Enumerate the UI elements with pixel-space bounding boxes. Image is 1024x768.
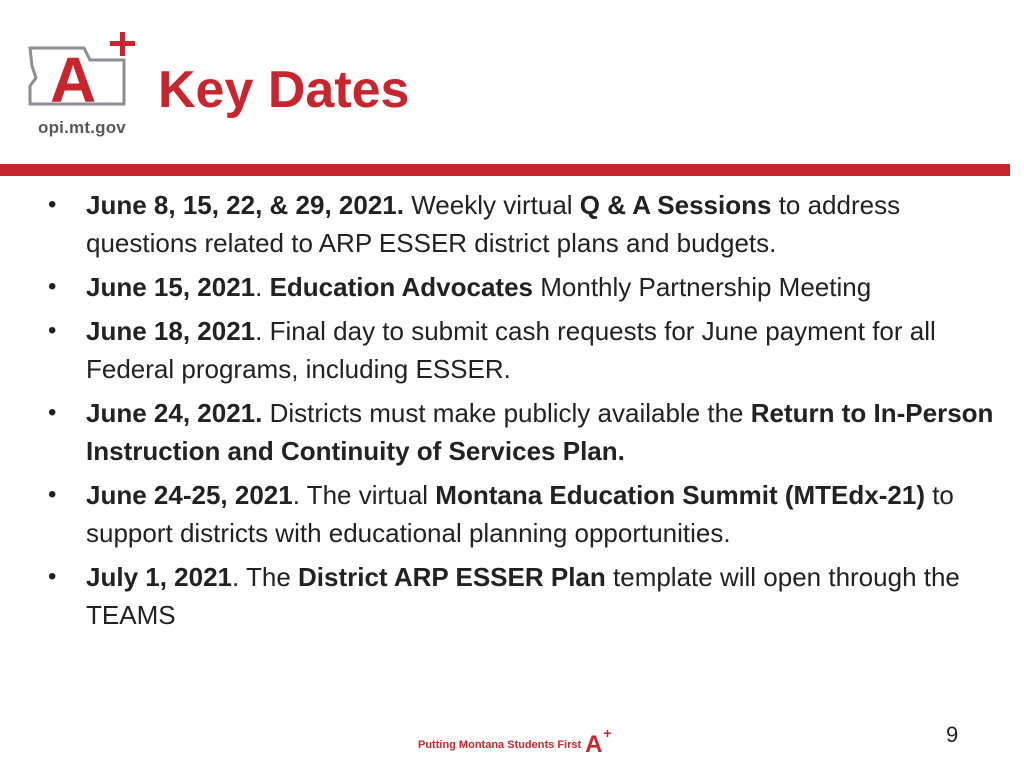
montana-a-plus-logo-icon bbox=[24, 26, 154, 126]
bullet-text: template will open through the TEAMS bbox=[86, 562, 960, 630]
bullet-bold-text: Q & A Sessions bbox=[579, 190, 772, 220]
bullet-text: to support districts with educational planning opportunities. bbox=[86, 480, 954, 548]
list-item bbox=[48, 558, 998, 634]
bullet-bold-text: Montana Education Summit (MTEdx-21) bbox=[435, 480, 925, 510]
bullet-text: . The virtual bbox=[292, 480, 436, 510]
page-title: Key Dates bbox=[158, 61, 410, 119]
page-number: 9 bbox=[946, 722, 959, 747]
title-divider bbox=[0, 164, 1010, 176]
bullet-bold-text: District ARP ESSER Plan bbox=[298, 562, 606, 592]
footer-branding bbox=[418, 725, 612, 760]
bullet-bold-text: June 8, 15, 22, & 29, 2021. bbox=[86, 190, 404, 220]
bullet-bold-text: Education Advocates bbox=[269, 272, 534, 302]
bullet-text: Monthly Partnership Meeting bbox=[533, 272, 872, 302]
bullet-text: Weekly virtual bbox=[403, 190, 580, 220]
bullet-icon: • bbox=[48, 273, 57, 300]
bullet-icon: • bbox=[48, 563, 57, 590]
bullet-text: to address questions related to ARP ESSER district plans and budgets. bbox=[86, 190, 901, 258]
opi-logo bbox=[24, 26, 154, 144]
bullet-bold-text: June 24-25, 2021 bbox=[86, 480, 293, 510]
list-item bbox=[48, 476, 998, 552]
bullet-bold-text: June 15, 2021 bbox=[86, 272, 256, 302]
bullet-text: Districts must make publicly available the bbox=[262, 398, 751, 428]
logo-site-text: opi.mt.gov bbox=[38, 118, 126, 137]
footer-text: Putting Montana Students First bbox=[418, 739, 582, 751]
bullet-icon: • bbox=[48, 191, 57, 218]
bullet-bold-text: Return to In-Person Instruction and Continuity of Services Plan. bbox=[86, 398, 994, 466]
list-item bbox=[48, 186, 998, 262]
key-dates-list bbox=[48, 186, 998, 640]
bullet-text: . The bbox=[232, 562, 299, 592]
list-item bbox=[48, 394, 998, 470]
bullet-bold-text: June 24, 2021. bbox=[86, 398, 263, 428]
bullet-text: . bbox=[255, 272, 270, 302]
bullet-icon: • bbox=[48, 481, 57, 508]
list-item bbox=[48, 312, 998, 388]
bullet-bold-text: June 18, 2021 bbox=[86, 316, 256, 346]
bullet-bold-text: July 1, 2021 bbox=[86, 562, 232, 592]
bullet-text: . Final day to submit cash requests for June payment for all Federal programs, including ESSER. bbox=[86, 316, 936, 384]
bullet-icon: • bbox=[48, 317, 57, 344]
list-item bbox=[48, 268, 998, 306]
bullet-icon: • bbox=[48, 399, 57, 426]
footer-a-plus-icon: A + bbox=[585, 725, 612, 758]
svg-text:A: A bbox=[50, 44, 97, 116]
